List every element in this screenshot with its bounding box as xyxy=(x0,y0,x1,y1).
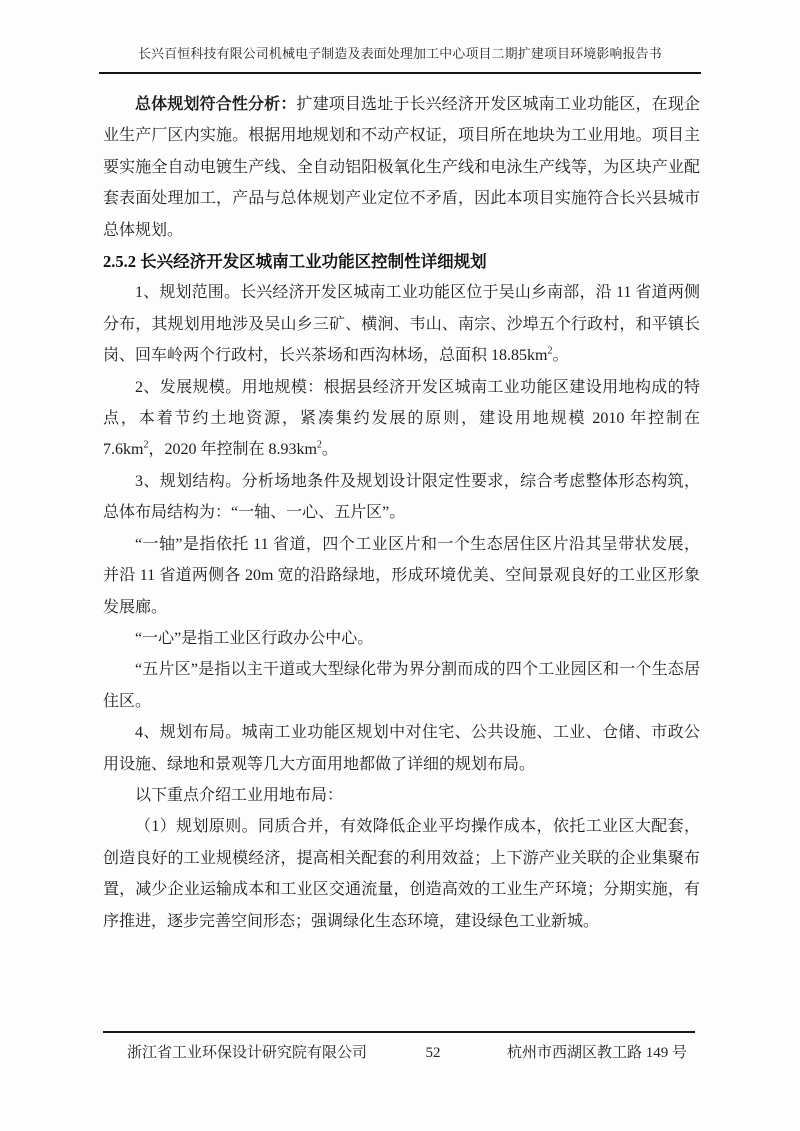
page-header xyxy=(0,0,800,74)
page-number: 52 xyxy=(425,1045,441,1061)
page-footer xyxy=(103,1031,695,1062)
paragraph: 3、规划结构。分析场地条件及规划设计限定性要求，综合考虑整体形态构筑，总体布局结构为：“一轴、一心、五片区”。 xyxy=(103,472,700,522)
paragraph: （1）规划原则。同质合并，有效降低企业平均操作成本，依托工业区大配套，创造良好的工业规模经济，提高相关配套的利用效益；上下游产业关联的企业集聚布置，减少企业运输成本和工业区交通流量，创造高效的工业生产环境；分期实施，有序推进，逐步完善空间形态；强调绿化生态环境，建设绿色工业新城。 xyxy=(103,818,700,930)
paragraph: 以下重点介绍工业用地布局： xyxy=(135,786,344,804)
paragraph: 总体规划符合性分析：扩建项目选址于长兴经济开发区城南工业功能区，在现企业生产厂区内实施。根据用地规划和不动产权证，项目所在地块为工业用地。项目主要实施全自动电镀生产线、全自动铝阳极氧化生产线和电泳生产线等，为区块产业配套表面处理加工，产品与总体规划产业定位不矛盾，因此本项目实施符合长兴县城市总体规划。 xyxy=(103,96,700,239)
paragraph: 4、规划布局。城南工业功能区规划中对住宅、公共设施、工业、仓储、市政公用设施、绿地和景观等几大方面用地都做了详细的规划布局。 xyxy=(103,724,700,773)
paragraph: “一心”是指工业区行政办公中心。 xyxy=(135,629,374,647)
paragraph: 2、发展规模。用地规模：根据县经济开发区城南工业功能区建设用地构成的特点，本着节约土地资源，紧凑集约发展的原则，建设用地规模 2010 年控制在 $7.6km^2$，2020 年控制在 $8.93km^2$。 xyxy=(103,378,700,459)
section-heading: 2.5.2 长兴经济开发区城南工业功能区控制性详细规划 xyxy=(103,252,487,272)
footer-rule xyxy=(103,1031,695,1033)
report-title: 长兴百恒科技有限公司机械电子制造及表面处理加工中心项目二期扩建项目环境影响报告书 xyxy=(138,47,662,61)
paragraph: “一轴”是指依托 11 省道，四个工业区片和一个生态居住区片沿其呈带状发展，并沿 11 省道两侧各 20m 宽的沿路绿地，形成环境优美、空间景观良好的工业区形象发展廊。 xyxy=(103,535,700,616)
footer-address: 杭州市西湖区教工路 149 号 xyxy=(506,1045,687,1061)
header-rule xyxy=(99,72,701,74)
footer-company: 浙江省工业环保设计研究院有限公司 xyxy=(127,1045,368,1061)
paragraph: “五片区”是指以主干道或大型绿化带为界分割而成的四个工业园区和一个生态居住区。 xyxy=(103,661,700,710)
paragraph: 1、规划范围。长兴经济开发区城南工业功能区位于吴山乡南部，沿 11 省道两侧分布，其规划用地涉及吴山乡三矿、横涧、韦山、南宗、沙埠五个行政村，和平镇长岗、回车岭两个行政村，长兴茶场和西沟林场，总面积 $18.85km^2$。 xyxy=(103,284,700,365)
document-body xyxy=(103,89,700,937)
footer-row xyxy=(103,1041,695,1062)
